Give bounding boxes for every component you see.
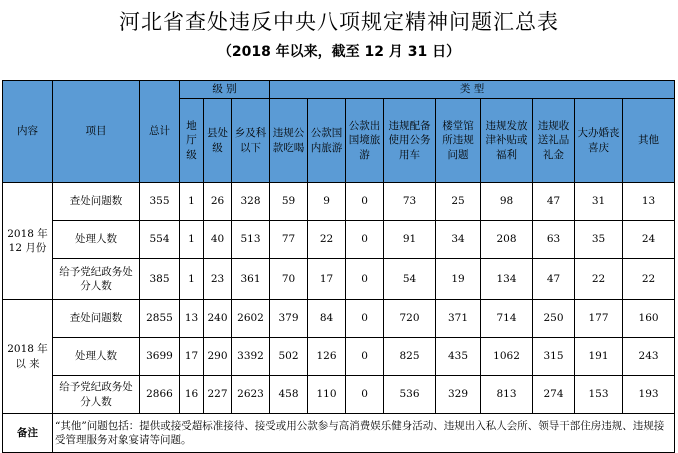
note-text: “其他”问题包括：提供或接受超标准接待、接受或用公款参与高消费娱乐健身活动、违规出入私人会所、领导干部住房违规、违规接受管理服务对象宴请等问题。 [53, 414, 675, 453]
level-cell: 240 [204, 300, 232, 338]
type-cell: 126 [308, 338, 346, 376]
page-title: 河北省查处违反中央八项规定精神问题汇总表 [119, 10, 559, 34]
level-cell: 513 [232, 221, 270, 259]
type-cell: 0 [346, 183, 384, 221]
type-cell: 47 [533, 259, 575, 300]
type-cell: 35 [575, 221, 623, 259]
summary-table [2, 80, 675, 453]
table-row [3, 376, 675, 414]
header-type-group: 类 型 [270, 81, 675, 99]
level-cell: 1 [180, 259, 204, 300]
level-cell: 361 [232, 259, 270, 300]
header-type-6: 违规收送礼品礼金 [533, 99, 575, 183]
header-item: 项目 [53, 81, 140, 183]
type-cell: 63 [533, 221, 575, 259]
type-cell: 22 [575, 259, 623, 300]
header-total: 总计 [140, 81, 180, 183]
type-cell: 22 [623, 259, 675, 300]
table-row [3, 183, 675, 221]
level-cell: 3392 [232, 338, 270, 376]
type-cell: 24 [623, 221, 675, 259]
level-cell: 2623 [232, 376, 270, 414]
type-cell: 9 [308, 183, 346, 221]
type-cell: 435 [436, 338, 481, 376]
type-cell: 208 [481, 221, 533, 259]
header-type-3: 违规配备使用公务用车 [384, 99, 436, 183]
level-cell: 17 [180, 338, 204, 376]
header-type-1: 公款国内旅游 [308, 99, 346, 183]
type-cell: 54 [384, 259, 436, 300]
row-total: 385 [140, 259, 180, 300]
type-cell: 720 [384, 300, 436, 338]
row-item: 处理人数 [53, 338, 140, 376]
type-cell: 98 [481, 183, 533, 221]
type-cell: 110 [308, 376, 346, 414]
level-cell: 290 [204, 338, 232, 376]
header-level-group: 级 别 [180, 81, 270, 99]
type-cell: 84 [308, 300, 346, 338]
type-cell: 1062 [481, 338, 533, 376]
type-cell: 70 [270, 259, 308, 300]
row-item: 给予党纪政务处分人数 [53, 259, 140, 300]
header-level-2: 乡及科以下 [232, 99, 270, 183]
type-cell: 134 [481, 259, 533, 300]
type-cell: 13 [623, 183, 675, 221]
header-level-1: 县处级 [204, 99, 232, 183]
row-total: 2866 [140, 376, 180, 414]
type-cell: 153 [575, 376, 623, 414]
type-cell: 191 [575, 338, 623, 376]
type-cell: 73 [384, 183, 436, 221]
type-cell: 315 [533, 338, 575, 376]
table-row [3, 259, 675, 300]
type-cell: 0 [346, 338, 384, 376]
header-content: 内容 [3, 81, 53, 183]
type-cell: 193 [623, 376, 675, 414]
type-cell: 34 [436, 221, 481, 259]
type-cell: 31 [575, 183, 623, 221]
type-cell: 714 [481, 300, 533, 338]
row-item: 查处问题数 [53, 183, 140, 221]
level-cell: 328 [232, 183, 270, 221]
type-cell: 22 [308, 221, 346, 259]
level-cell: 13 [180, 300, 204, 338]
group-label: 2018 年 12 月份 [3, 183, 53, 300]
type-cell: 329 [436, 376, 481, 414]
level-cell: 16 [180, 376, 204, 414]
type-cell: 177 [575, 300, 623, 338]
row-total: 355 [140, 183, 180, 221]
type-cell: 160 [623, 300, 675, 338]
type-cell: 274 [533, 376, 575, 414]
page-subtitle: （2018 年以来，截至 12 月 31 日） [217, 44, 461, 60]
type-cell: 17 [308, 259, 346, 300]
type-cell: 25 [436, 183, 481, 221]
table-row [3, 300, 675, 338]
row-total: 554 [140, 221, 180, 259]
level-cell: 2602 [232, 300, 270, 338]
type-cell: 502 [270, 338, 308, 376]
type-cell: 59 [270, 183, 308, 221]
type-cell: 371 [436, 300, 481, 338]
group-label: 2018 年以 来 [3, 300, 53, 414]
level-cell: 40 [204, 221, 232, 259]
type-cell: 0 [346, 221, 384, 259]
table-row [3, 221, 675, 259]
level-cell: 23 [204, 259, 232, 300]
level-cell: 227 [204, 376, 232, 414]
row-item: 处理人数 [53, 221, 140, 259]
header-type-4: 楼堂馆所违规问题 [436, 99, 481, 183]
type-cell: 825 [384, 338, 436, 376]
type-cell: 458 [270, 376, 308, 414]
table-row [3, 338, 675, 376]
type-cell: 47 [533, 183, 575, 221]
type-cell: 813 [481, 376, 533, 414]
type-cell: 0 [346, 376, 384, 414]
type-cell: 250 [533, 300, 575, 338]
level-cell: 1 [180, 183, 204, 221]
type-cell: 77 [270, 221, 308, 259]
type-cell: 379 [270, 300, 308, 338]
type-cell: 19 [436, 259, 481, 300]
type-cell: 0 [346, 259, 384, 300]
level-cell: 26 [204, 183, 232, 221]
row-item: 查处问题数 [53, 300, 140, 338]
type-cell: 243 [623, 338, 675, 376]
row-total: 2855 [140, 300, 180, 338]
header-type-0: 违规公款吃喝 [270, 99, 308, 183]
row-item: 给予党纪政务处分人数 [53, 376, 140, 414]
header-type-5: 违规发放津补贴或福利 [481, 99, 533, 183]
header-type-8: 其他 [623, 99, 675, 183]
level-cell: 1 [180, 221, 204, 259]
header-type-7: 大办婚丧喜庆 [575, 99, 623, 183]
note-label: 备注 [3, 414, 53, 453]
header-level-0: 地厅级 [180, 99, 204, 183]
type-cell: 0 [346, 300, 384, 338]
header-type-2: 公款出国境旅游 [346, 99, 384, 183]
type-cell: 536 [384, 376, 436, 414]
type-cell: 91 [384, 221, 436, 259]
row-total: 3699 [140, 338, 180, 376]
